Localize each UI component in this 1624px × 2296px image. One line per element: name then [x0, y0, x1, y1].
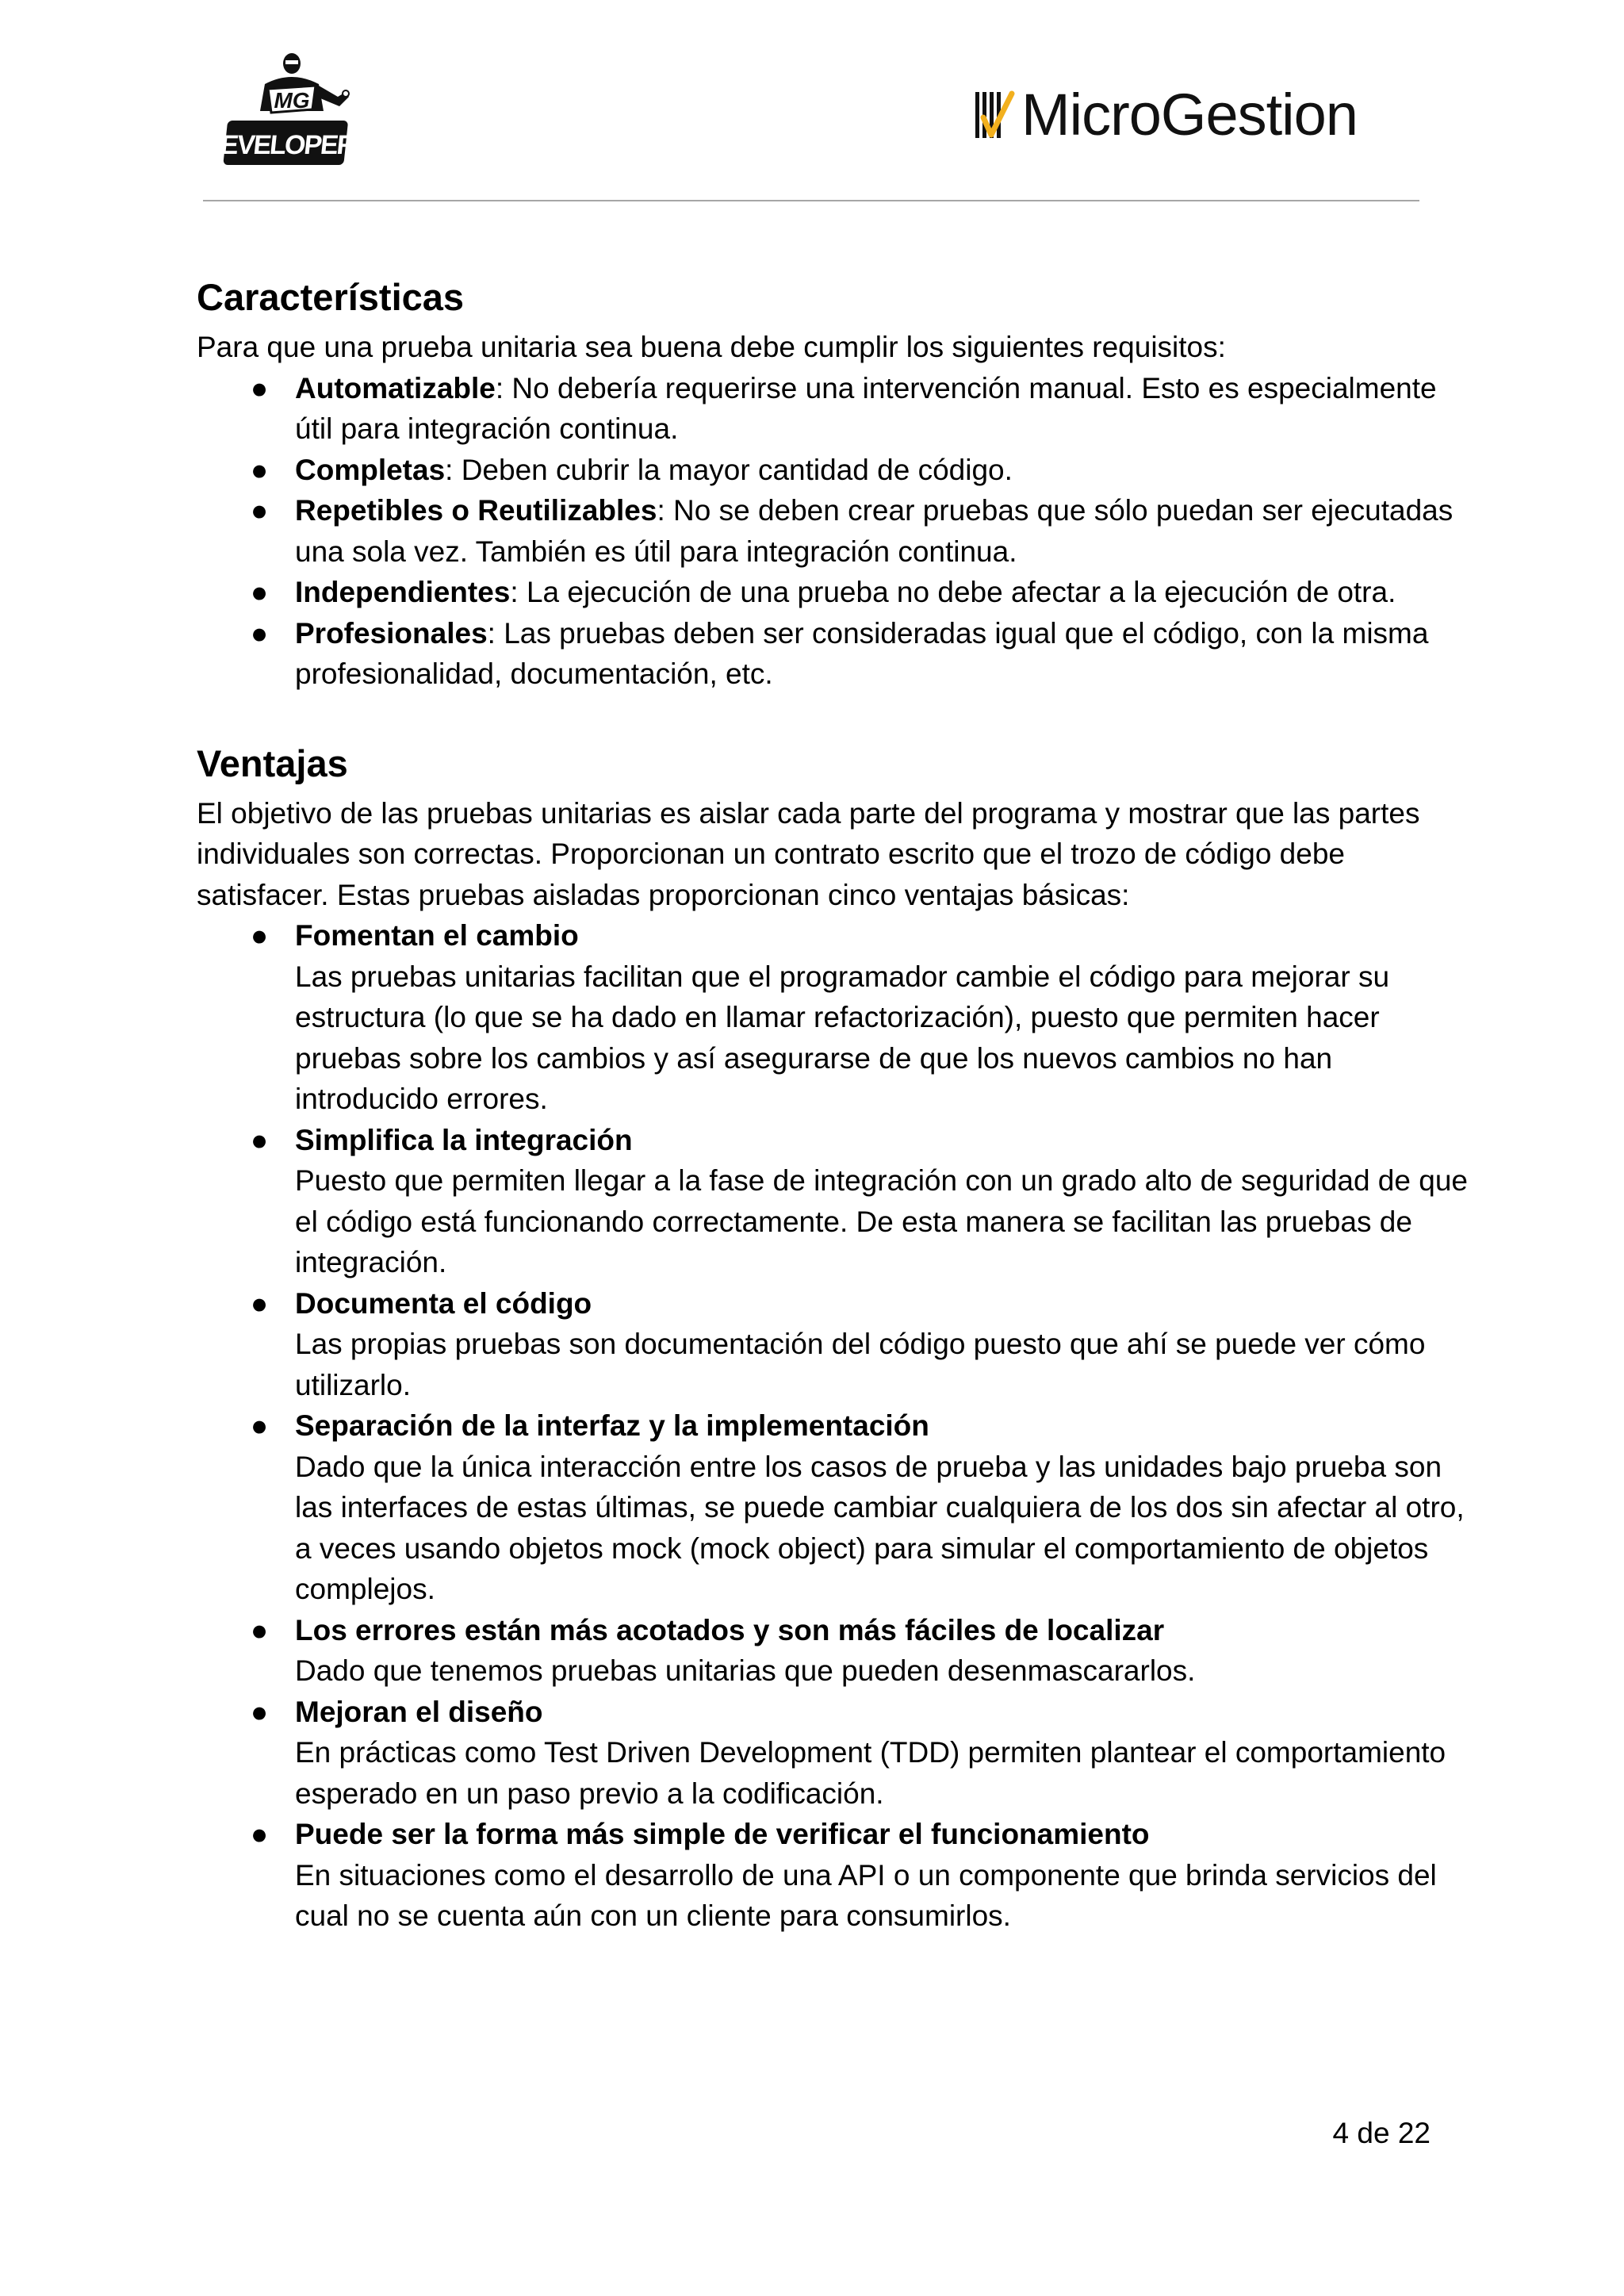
item-term: Fomentan el cambio [295, 919, 579, 952]
bullet-icon: ● [250, 576, 269, 608]
section-ventajas [197, 734, 1481, 1937]
bullet-icon: ● [250, 919, 269, 952]
list-item [197, 450, 1481, 491]
bullet-icon: ● [250, 1409, 269, 1442]
svg-text:DEVELOPERS: DEVELOPERS [201, 130, 373, 160]
item-term: Mejoran el diseño [295, 1695, 543, 1728]
microgestion-mark-icon [974, 90, 1015, 140]
item-text: : Las pruebas deben ser consideradas igual que el código, con la misma profesionalidad, documentación, etc. [295, 616, 1429, 690]
bullet-icon: ● [250, 616, 269, 650]
mg-developers-logo-icon [201, 52, 373, 171]
list-item [197, 1405, 1481, 1610]
bullet-icon: ● [250, 453, 269, 486]
list-item [197, 613, 1481, 695]
item-text: : No debería requerirse una intervención manual. Esto es especialmente útil para integración continua. [295, 371, 1437, 445]
page-number: 4 de 22 [1332, 2117, 1431, 2149]
list-item [197, 572, 1481, 613]
item-term: Automatizable [295, 371, 496, 404]
document-body [197, 268, 1481, 1937]
microgestion-wordmark: MicroGestion [1021, 82, 1358, 148]
list-item [197, 1120, 1481, 1283]
mg-developers-logo [201, 52, 373, 171]
bullet-icon: ● [250, 1818, 269, 1850]
item-text: Dado que la única interacción entre los casos de prueba y las unidades bajo prueba son las interfaces de estas últimas, se puede cambiar cualquiera de los dos sin afectar al otro, a veces usando objetos mock (mock object) para simular el comportamiento de objetos complejos. [295, 1450, 1465, 1605]
list-item [197, 1610, 1481, 1692]
list-item [197, 1814, 1481, 1937]
item-text: En situaciones como el desarrollo de una API o un componente que brinda servicios del cual no se cuenta aún con un cliente para consumirlos. [295, 1858, 1437, 1932]
bullet-icon: ● [250, 494, 269, 527]
section-intro: Para que una prueba unitaria sea buena debe cumplir los siguientes requisitos: [197, 331, 1226, 363]
bullet-icon: ● [250, 1613, 269, 1646]
section-heading: Características [197, 276, 465, 318]
item-term: Puede ser la forma más simple de verificar el funcionamiento [295, 1818, 1150, 1850]
advantages-list [197, 915, 1481, 1937]
item-term: Independientes [295, 576, 511, 608]
item-text: Dado que tenemos pruebas unitarias que pueden desenmascararlos. [295, 1654, 1196, 1687]
page-header [0, 0, 1624, 206]
item-term: Los errores están más acotados y son más fáciles de localizar [295, 1613, 1165, 1646]
section-intro: El objetivo de las pruebas unitarias es aislar cada parte del programa y mostrar que las partes individuales son correctas. Proporcionan un contrato escrito que el trozo de código debe satisfacer. Estas pruebas aisladas proporcionan cinco ventajas básicas: [197, 796, 1420, 911]
bullet-icon: ● [250, 1695, 269, 1728]
list-item [197, 368, 1481, 450]
item-term: Profesionales [295, 616, 488, 650]
item-text: : La ejecución de una prueba no debe afectar a la ejecución de otra. [510, 576, 1396, 608]
item-text: : Deben cubrir la mayor cantidad de código. [445, 453, 1013, 486]
list-item [197, 1283, 1481, 1406]
item-term: Repetibles o Reutilizables [295, 494, 657, 527]
header-divider [203, 200, 1419, 201]
item-text: Puesto que permiten llegar a la fase de integración con un grado alto de seguridad de que el código está funcionando correctamente. De esta manera se facilitan las pruebas de integración. [295, 1164, 1468, 1278]
item-text: Las propias pruebas son documentación del código puesto que ahí se puede ver cómo utilizarlo. [295, 1328, 1426, 1401]
section-heading: Ventajas [197, 742, 348, 784]
item-text: Las pruebas unitarias facilitan que el programador cambie el código para mejorar su estructura (lo que se ha dado en llamar refactorización), puesto que permiten hacer pruebas sobre los cambios y así asegurarse de que los nuevos cambios no han introducido errores. [295, 960, 1390, 1115]
item-term: Completas [295, 453, 446, 486]
list-item [197, 1692, 1481, 1815]
item-text: : No se deben crear pruebas que sólo puedan ser ejecutadas una sola vez. También es útil para integración continua. [295, 494, 1454, 568]
requirements-list [197, 368, 1481, 695]
microgestion-logo [974, 79, 1358, 151]
bullet-icon: ● [250, 1123, 269, 1156]
list-item [197, 490, 1481, 572]
item-term: Separación de la interfaz y la implementación [295, 1409, 929, 1442]
item-text: En prácticas como Test Driven Development (TDD) permiten plantear el comportamiento esperado en un paso previo a la codificación. [295, 1736, 1446, 1810]
item-term: Documenta el código [295, 1286, 592, 1320]
list-item [197, 915, 1481, 1120]
bullet-icon: ● [250, 371, 269, 404]
bullet-icon: ● [250, 1286, 269, 1320]
section-caracteristicas [197, 268, 1481, 695]
svg-text:MG: MG [274, 88, 310, 113]
item-term: Simplifica la integración [295, 1123, 633, 1156]
